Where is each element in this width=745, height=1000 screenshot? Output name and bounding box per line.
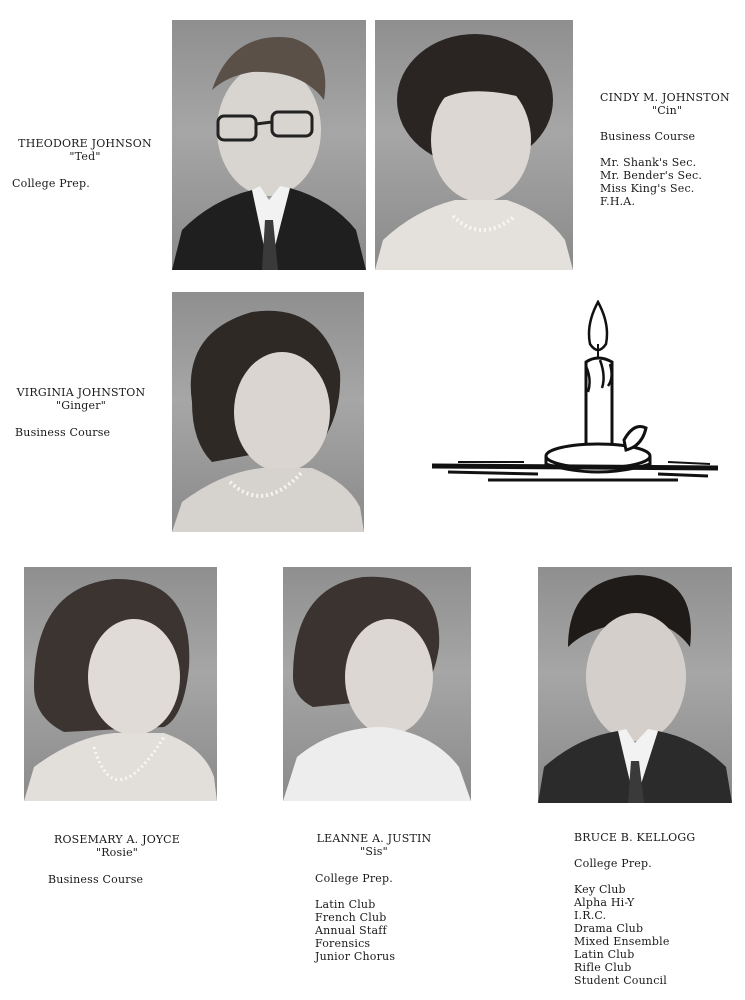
details-leanne-justin — [315, 872, 395, 963]
portrait-girl-curly — [375, 20, 573, 270]
activity-item: Key Club — [574, 883, 626, 896]
student-name: LEANNE A. JUSTIN — [316, 832, 432, 845]
activity-item: French Club — [315, 911, 387, 924]
activities-list — [600, 156, 740, 208]
candle-icon — [428, 300, 720, 490]
activity-item: F.H.A. — [600, 195, 636, 208]
student-nickname: "Ginger" — [56, 399, 106, 412]
bio-rosemary-joyce — [44, 833, 190, 859]
student-nickname: "Ted" — [69, 150, 101, 163]
activities-list — [315, 898, 395, 963]
activity-item: Miss King's Sec. — [600, 182, 695, 195]
activity-item: Mr. Shank's Sec. — [600, 156, 697, 169]
portrait-rosemary-joyce — [24, 567, 217, 801]
portrait-girl-wavy — [172, 292, 364, 532]
student-name: BRUCE B. KELLOGG — [574, 831, 696, 844]
bio-virginia-johnston — [10, 386, 152, 412]
activity-item: Junior Chorus — [315, 950, 396, 963]
portrait-theodore-johnson — [172, 20, 366, 270]
student-name: CINDY M. JOHNSTON — [600, 91, 730, 104]
student-course: Business Course — [15, 426, 111, 439]
student-name: ROSEMARY A. JOYCE — [53, 833, 181, 846]
portrait-girl-curled — [283, 567, 471, 801]
activity-item: Mr. Bender's Sec. — [600, 169, 703, 182]
bio-cindy-johnston — [600, 91, 740, 208]
activity-item: Forensics — [315, 937, 371, 950]
portrait-boy-glasses — [172, 20, 366, 270]
student-nickname: "Sis" — [360, 845, 388, 858]
portrait-leanne-justin — [283, 567, 471, 801]
course-rosemary-joyce — [48, 873, 143, 886]
student-course: Business Course — [600, 130, 696, 143]
candle-decoration — [428, 300, 720, 490]
portrait-girl-bob — [24, 567, 217, 801]
student-nickname: "Rosie" — [95, 846, 139, 859]
student-course: College Prep. — [315, 872, 393, 885]
portrait-bruce-kellogg — [538, 567, 732, 803]
portrait-cindy-johnston — [375, 20, 573, 270]
activity-item: Student Council — [574, 974, 667, 987]
student-name: THEODORE JOHNSON — [18, 137, 152, 150]
bio-theodore-johnson — [10, 137, 160, 163]
student-course: College Prep. — [12, 177, 90, 190]
course-theodore-johnson — [12, 177, 90, 190]
bio-leanne-justin — [306, 832, 442, 858]
activity-item: Drama Club — [574, 922, 644, 935]
activity-item: Rifle Club — [574, 961, 632, 974]
activity-item: Latin Club — [315, 898, 376, 911]
course-virginia-johnston — [15, 426, 110, 439]
student-course: College Prep. — [574, 857, 652, 870]
portrait-virginia-johnston — [172, 292, 364, 532]
portrait-boy-suit — [538, 567, 732, 803]
activity-item: Alpha Hi-Y — [574, 896, 635, 909]
student-nickname: "Cin" — [652, 104, 683, 117]
bio-bruce-kellogg — [574, 831, 734, 987]
student-course: Business Course — [48, 873, 144, 886]
student-name: VIRGINIA JOHNSTON — [16, 386, 146, 399]
activity-item: Annual Staff — [315, 924, 387, 937]
activity-item: Mixed Ensemble — [574, 935, 670, 948]
activity-item: I.R.C. — [574, 909, 607, 922]
activities-list — [574, 883, 734, 987]
activity-item: Latin Club — [574, 948, 635, 961]
